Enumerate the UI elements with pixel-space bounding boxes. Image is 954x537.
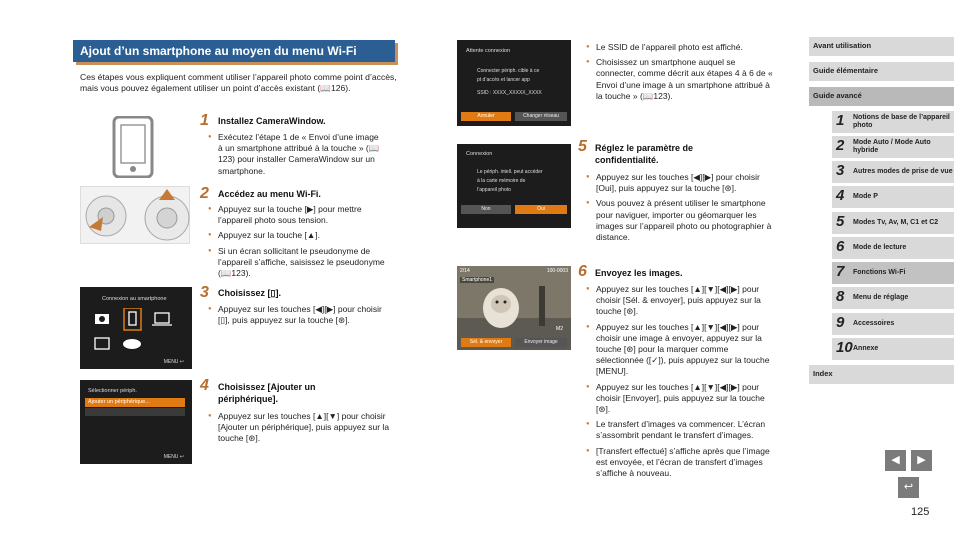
step-1-bullets	[208, 132, 383, 181]
step-3-bullets	[208, 304, 388, 330]
nav-before-use[interactable]: Avant utilisation	[809, 37, 954, 56]
screen-title: Attente connexion	[466, 48, 511, 54]
chapter-number: 6	[836, 238, 845, 255]
step-3-number: 3	[200, 284, 209, 301]
select-send-button[interactable]: Sél. & envoyer	[461, 338, 511, 347]
chapter-number: 5	[836, 213, 845, 230]
list-item: ● Le SSID de l’appareil photo est affiché.	[586, 42, 776, 53]
nav-chapter-3[interactable]	[832, 161, 954, 183]
step-5-title: Réglez le paramètre de confidentialité.	[595, 143, 694, 165]
screen-message	[477, 168, 543, 195]
step-5-bullets	[586, 172, 774, 247]
page-number: 125	[911, 506, 930, 518]
nav-index[interactable]: Index	[809, 365, 954, 384]
message-line: l’appareil photo	[477, 187, 511, 193]
send-image-button[interactable]: Envoyer image	[515, 338, 567, 347]
arrow-left-icon: ◀	[891, 454, 900, 466]
select-device-screen	[80, 380, 192, 464]
chapter-label: Autres modes de prise de vue	[853, 168, 953, 175]
return-button[interactable]	[898, 477, 919, 498]
chapter-label: Mode P	[853, 193, 878, 200]
list-item: ● Appuyez sur les touches [▲][▼][◀][▶] pour choisir [Sél. & envoyer], puis appuyez sur la touche [⊛].	[586, 284, 774, 318]
nav-chapter-6[interactable]	[832, 237, 954, 259]
return-icon: ↩	[903, 481, 914, 493]
list-item: ● Le transfert d’images va commencer. L’écran s’assombrit pendant le transfert d’images.	[586, 419, 774, 441]
empty-item	[85, 408, 185, 416]
nav-chapter-4[interactable]	[832, 186, 954, 208]
next-page-button[interactable]	[911, 450, 932, 471]
list-item: ● Appuyez sur les touches [◀][▶] pour choisir [Oui], puis appuyez sur la touche [⊛].	[586, 172, 774, 194]
step-6-title: Envoyez les images.	[595, 268, 683, 278]
list-item: ● Exécutez l’étape 1 de « Envoi d’une image à un smartphone attribué à la touche » (📖123) pour installer CameraWindow sur un smartphone.	[208, 132, 383, 177]
step-5-number: 5	[578, 138, 587, 155]
image-size: M2	[556, 326, 563, 332]
step-4-number: 4	[200, 377, 209, 394]
image-send-screen	[457, 266, 571, 350]
no-button[interactable]: Non	[461, 205, 511, 214]
step-6-number: 6	[578, 263, 587, 280]
ssid-line: SSID : XXXX_XXXXX_XXXX	[477, 90, 542, 96]
chapter-number: 4	[836, 187, 845, 204]
change-network-button[interactable]: Changer réseau	[515, 112, 567, 121]
message-line: Le périph. intell. peut accéder	[477, 169, 543, 175]
screen-title: Sélectionner périph.	[88, 388, 137, 394]
smartphone-illustration	[112, 116, 154, 178]
nav-chapter-10[interactable]	[832, 338, 954, 360]
step-1-title: Installez CameraWindow.	[218, 116, 326, 126]
nav-chapter-8[interactable]	[832, 287, 954, 309]
privacy-connection-screen	[457, 144, 571, 228]
screen-message	[477, 67, 542, 98]
nav-chapter-7[interactable]	[832, 262, 954, 284]
connection-smartphone-screen	[80, 287, 192, 369]
add-device-item: Ajouter un périphérique...	[85, 398, 185, 407]
chapter-label: Fonctions Wi-Fi	[853, 269, 906, 276]
message-line: à la carte mémoire de	[477, 178, 526, 184]
step-4-title: Choisissez [Ajouter un périphérique].	[218, 382, 316, 404]
message-line: Connecter périph. cible à ce	[477, 68, 540, 74]
menu-back-label: MENU ↩	[163, 359, 184, 365]
chapter-number: 9	[836, 314, 845, 331]
list-item: ● Appuyez sur les touches [▲][▼] pour choisir [Ajouter un périphérique], puis appuyez sur la touche [⊛].	[208, 411, 390, 445]
nav-chapter-2[interactable]	[832, 136, 954, 158]
list-item: ● Appuyez sur les touches [▲][▼][◀][▶] pour choisir [Envoyer], puis appuyez sur la touche [⊛].	[586, 382, 774, 416]
intro-text: Ces étapes vous expliquent comment utiliser l’appareil photo comme point d’accès, mais vous pouvez également utiliser un point d’accès existant (📖126).	[80, 72, 397, 93]
nav-chapter-5[interactable]	[832, 212, 954, 234]
arrow-right-icon: ▶	[917, 454, 926, 466]
step-2-title: Accédez au menu Wi-Fi.	[218, 189, 321, 199]
step-2-number: 2	[200, 185, 209, 202]
image-counter: 2/14	[460, 268, 470, 274]
col2-top-bullets	[586, 42, 776, 106]
camera-buttons-illustration	[80, 186, 190, 244]
list-item: ● Appuyez sur les touches [◀][▶] pour choisir [▯], puis appuyez sur la touche [⊛].	[208, 304, 388, 326]
list-item: ● Si un écran sollicitant le pseudonyme de l’appareil s’affiche, saisissez le pseudonyme (📖123).	[208, 246, 390, 280]
list-item: ● Vous pouvez à présent utiliser le smartphone pour naviguer, importer ou géomarquer les images sur l’appareil photo ou photographier à distance.	[586, 198, 774, 243]
nav-advanced-guide[interactable]: Guide avancé	[809, 87, 954, 106]
section-title: Ajout d’un smartphone au moyen du menu Wi-Fi	[73, 40, 395, 62]
chapter-label: Modes Tv, Av, M, C1 et C2	[853, 219, 939, 226]
nav-chapter-1[interactable]	[832, 111, 954, 133]
chapter-number: 1	[836, 112, 845, 129]
list-item: ● Appuyez sur les touches [▲][▼][◀][▶] pour choisir une image à envoyer, appuyez sur la touche [⊛] pour la marquer comme sélectionnée ([✓]), puis appuyez sur la touche [MENU].	[586, 322, 774, 378]
step-1-number: 1	[200, 112, 209, 129]
nav-basic-guide[interactable]: Guide élémentaire	[809, 62, 954, 81]
waiting-connection-screen	[457, 40, 571, 126]
previous-page-button[interactable]	[885, 450, 906, 471]
chapter-number: 2	[836, 137, 845, 154]
list-item: ● Appuyez sur la touche [▲].	[208, 230, 390, 241]
screen-title: Connexion au smartphone	[102, 296, 167, 302]
chapter-number: 7	[836, 263, 845, 280]
chapter-label: Annexe	[853, 345, 879, 352]
connection-type-icons	[92, 308, 182, 354]
chapter-label: Notions de base de l’appareil photo	[853, 114, 950, 129]
step-4-bullets	[208, 411, 390, 449]
chapter-label: Mode Auto / Mode Auto hybride	[853, 139, 931, 154]
chapter-label: Accessoires	[853, 320, 895, 327]
cancel-button[interactable]: Annuler	[461, 112, 511, 121]
menu-back-label: MENU ↩	[163, 454, 184, 460]
chapter-number: 8	[836, 288, 845, 305]
message-line: pt d’accès et lancer app	[477, 77, 530, 83]
folder-number: 100-0003	[546, 268, 568, 274]
step-3-title: Choisissez [▯].	[218, 288, 281, 298]
chapter-label: Mode de lecture	[853, 244, 907, 251]
nav-chapter-9[interactable]	[832, 313, 954, 335]
yes-button[interactable]: Oui	[515, 205, 567, 214]
chapter-label: Menu de réglage	[853, 294, 909, 301]
screen-title: Connexion	[466, 151, 493, 157]
smartphone-icon	[112, 116, 154, 178]
step-2-bullets	[208, 204, 390, 283]
step-6-bullets	[586, 284, 774, 483]
list-item: ● Appuyez sur la touche [▶] pour mettre l’appareil photo sous tension.	[208, 204, 390, 226]
device-name: Smartphone1	[462, 277, 493, 283]
chapter-number: 10	[836, 339, 853, 356]
chapter-number: 3	[836, 162, 845, 179]
list-item: ● Choisissez un smartphone auquel se connecter, comme décrit aux étapes 4 à 6 de « Envoi d’une image à un smartphone attribué à la touche » (📖123).	[586, 57, 776, 102]
list-item: ● [Transfert effectué] s’affiche après que l’image est envoyée, et l’écran de transfert d’images s’affiche à nouveau.	[586, 446, 774, 480]
camera-dial-icon	[81, 187, 191, 245]
